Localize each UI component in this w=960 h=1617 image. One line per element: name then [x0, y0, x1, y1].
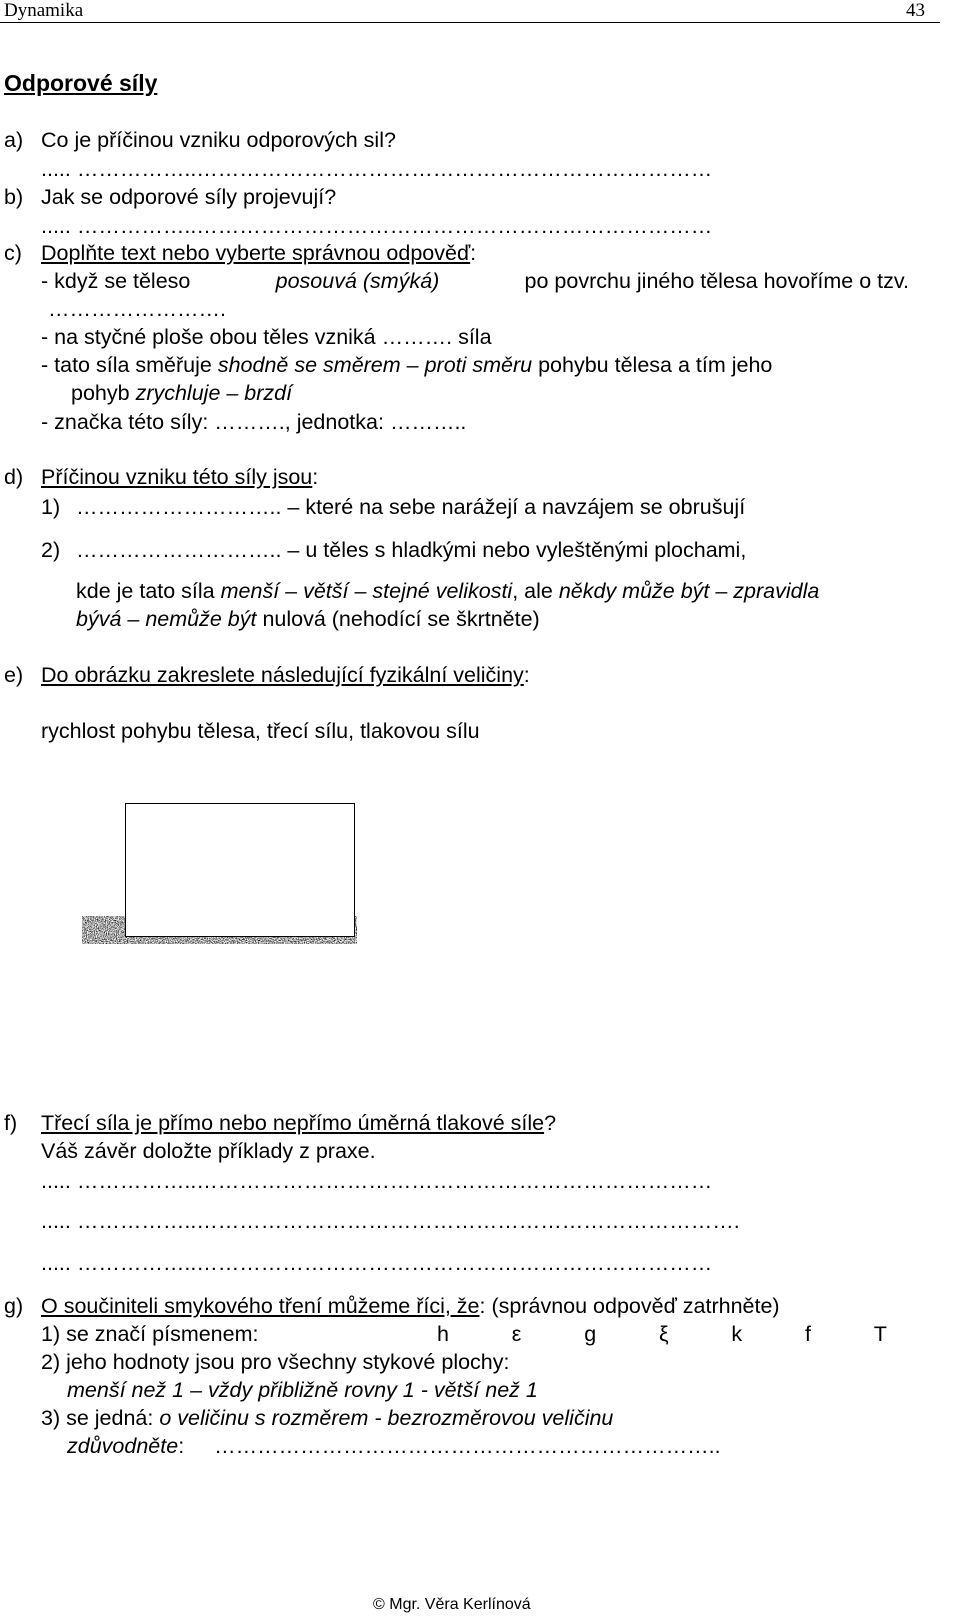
question-g-item-2: 2) jeho hodnoty jsou pro všechny stykové plochy:: [41, 1350, 510, 1374]
question-d-item-2-num: 2): [41, 538, 61, 562]
question-a-label: a): [4, 128, 24, 152]
question-c-label: c): [4, 241, 22, 265]
question-c-l2-post: síla: [452, 325, 492, 349]
question-c-line-5: [41, 409, 466, 435]
question-c-heading: [41, 240, 476, 266]
question-g-item-2-options-text[interactable]: menší než 1 – vždy přibližně rovny 1 - větší než 1: [67, 1378, 538, 1402]
question-b-answer-line: ..... ……………..………………………………………………………………: [41, 214, 713, 238]
question-e-heading-colon: :: [523, 663, 530, 687]
question-g-item-3-justify-colon: :: [178, 1434, 185, 1458]
question-g-item-3-options[interactable]: o veličinu s rozměrem - bezrozměrovou veličinu: [159, 1406, 614, 1430]
question-d-item-2: [76, 537, 746, 563]
question-c-l1-blank: …………………….: [48, 297, 226, 321]
question-b-label: b): [4, 185, 24, 209]
question-d-item-2-l2-pre: kde je tato síla: [76, 579, 221, 603]
question-d-item-2-text: – u těles s hladkými nebo vyleštěnými plochami,: [281, 538, 747, 562]
question-d-item-2-l3-post: nulová (nehodící se škrtněte): [256, 607, 540, 631]
body-block: [125, 803, 355, 937]
chapter-name: Dynamika: [4, 0, 84, 21]
question-d-item-2-blank: ………………………..: [76, 538, 282, 562]
question-e-heading-text: Do obrázku zakreslete následující fyzikální veličiny: [41, 663, 524, 687]
question-b-text: Jak se odporové síly projevují?: [41, 185, 337, 209]
question-g-item-2-options: [67, 1377, 538, 1403]
question-g-item-3-justify-label: zdůvodněte: [67, 1434, 179, 1458]
question-d-item-2-line-2: [76, 578, 819, 604]
question-f-answer-line-2: ..... ……………..………………………………………………………………….: [41, 1209, 740, 1233]
question-c-l2-blank: ……….: [381, 325, 453, 349]
question-d-item-2-l2-italic-1: menší – větší – stejné velikosti: [220, 579, 513, 603]
question-f-answer-line-3: ..... ……………..………………………………………………………………: [41, 1251, 713, 1275]
question-d-item-2-line-3: [76, 606, 540, 632]
question-g-label: g): [4, 1294, 24, 1318]
question-c-line-3: [41, 352, 931, 378]
question-a-answer-line: ..... ……………..………………………………………………………………: [41, 157, 713, 181]
question-g-heading: [41, 1293, 780, 1319]
question-d-heading-text: Příčinou vzniku této síly jsou: [41, 465, 313, 489]
question-g-item-3-justify: [67, 1433, 721, 1459]
question-f-line-2: Váš závěr doložte příklady z praxe.: [41, 1139, 376, 1163]
symbol-option-f[interactable]: f: [804, 1322, 811, 1346]
question-c-l3-post: pohybu tělesa a tím jeho: [532, 353, 773, 377]
question-c-l1-pre: - když se těleso: [41, 269, 191, 293]
question-c-l2-pre: - na styčné ploše obou těles vzniká: [41, 325, 382, 349]
question-c-l4-italic: zrychluje – brzdí: [135, 381, 293, 405]
question-d-item-2-l2-mid: , ale: [512, 579, 559, 603]
symbol-option-k[interactable]: k: [731, 1322, 743, 1346]
question-c-l4-pre: pohyb: [71, 381, 136, 405]
question-d-item-1-num: 1): [41, 495, 61, 519]
question-d-item-1: [76, 494, 745, 520]
symbol-option-epsilon[interactable]: ε: [511, 1322, 522, 1346]
question-d-item-1-text: – které na sebe narážejí a navzájem se obrušují: [281, 495, 746, 519]
question-c-heading-text: Doplňte text nebo vyberte správnou odpověď: [41, 241, 471, 265]
question-g-heading-post: : (správnou odpověď zatrhněte): [479, 1294, 780, 1318]
question-g-item-3-justify-blank: ……………………………………………………………..: [214, 1434, 721, 1458]
question-c-l5-blank-2: ……….: [389, 410, 461, 434]
question-d-item-2-l2-italic-2: někdy může být – zpravidla: [558, 579, 820, 603]
question-f-heading-mark: ?: [544, 1111, 557, 1135]
question-c-line-4: [71, 380, 292, 406]
symbol-option-xi[interactable]: ξ: [658, 1322, 669, 1346]
question-c-line-2: [41, 324, 492, 350]
question-f-answer-line-1: ..... ……………..………………………………………………………………: [41, 1169, 713, 1193]
question-d-label: d): [4, 465, 24, 489]
symbol-option-h[interactable]: h: [437, 1322, 449, 1346]
question-g-heading-text: O součiniteli smykového tření můžeme říci, že: [41, 1294, 480, 1318]
question-g-item-3-pre: 3) se jedná:: [41, 1406, 160, 1430]
symbol-option-g[interactable]: g: [584, 1322, 597, 1346]
footer-copyright: © Mgr. Věra Kerlínová: [373, 1596, 531, 1613]
symbol-option-t[interactable]: T: [873, 1322, 887, 1346]
question-c-l3-italic: shodně se směrem – proti směru: [217, 353, 533, 377]
question-c-l5-pre: - značka této síly:: [41, 410, 215, 434]
question-c-l5-end: .: [460, 410, 467, 434]
question-g-item-3: [41, 1405, 613, 1431]
question-f-heading-text: Třecí síla je přímo nebo nepřímo úměrná tlakové síle: [41, 1111, 545, 1135]
question-f-heading: [41, 1110, 556, 1136]
question-d-item-1-blank: ………………………..: [76, 495, 282, 519]
question-c-heading-colon: :: [470, 241, 477, 265]
question-d-heading: [41, 464, 318, 490]
question-e-instruction: rychlost pohybu tělesa, třecí sílu, tlakovou sílu: [41, 719, 480, 743]
question-c-l3-pre: - tato síla směřuje: [41, 353, 218, 377]
symbol-options: [437, 1321, 887, 1347]
question-f-label: f): [4, 1111, 18, 1135]
question-e-label: e): [4, 663, 24, 687]
header-rule: [0, 22, 940, 23]
question-e-heading: [41, 662, 530, 688]
question-c-l5-blank-1: ……….: [214, 410, 285, 434]
question-c-l1-post: po povrchu jiného tělesa hovoříme o tzv.: [524, 269, 909, 293]
question-d-heading-colon: :: [312, 465, 319, 489]
question-c-l1-italic: posouvá (smýká): [275, 269, 440, 293]
page-title: Odporové síly: [4, 70, 158, 96]
question-c-line-1: [41, 268, 909, 294]
question-a-text: Co je příčinou vzniku odporových sil?: [41, 128, 396, 152]
question-g-item-1: 1) se značí písmenem:: [41, 1322, 259, 1346]
page-number: 43: [906, 0, 925, 21]
question-c-l5-mid: , jednotka:: [284, 410, 390, 434]
question-d-item-2-l3-italic: bývá – nemůže být: [76, 607, 257, 631]
